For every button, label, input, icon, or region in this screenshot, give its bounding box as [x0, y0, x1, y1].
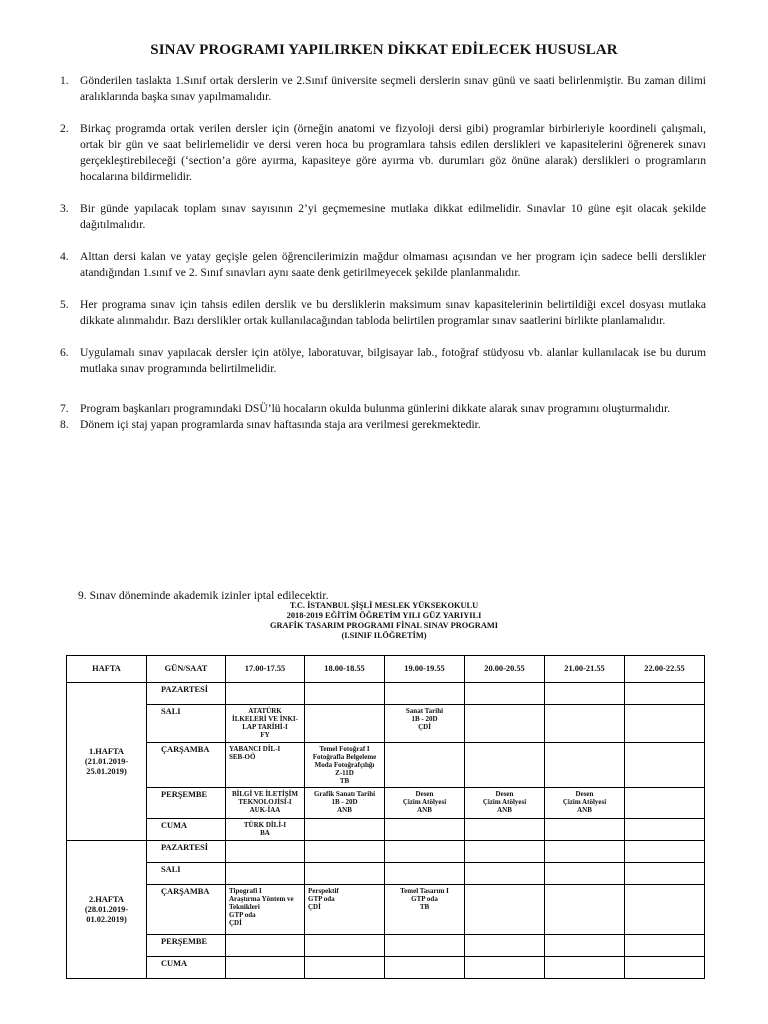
- exam-cell-text: 1B - 20D: [411, 715, 438, 723]
- table-row: [67, 885, 705, 935]
- exam-cell-text: ATATÜRK: [248, 707, 282, 715]
- exam-cell: [545, 705, 625, 743]
- week-label: 2.HAFTA: [89, 894, 124, 904]
- week-label: 01.02.2019): [86, 914, 127, 924]
- exam-cell: [305, 683, 385, 705]
- exam-cell-text: TB: [419, 903, 430, 911]
- week-label: 1.HAFTA: [89, 746, 124, 756]
- exam-cell-text: YABANCI DİL-I: [229, 745, 281, 753]
- exam-cell: [226, 743, 305, 788]
- rule-item: [60, 401, 706, 417]
- column-header: HAFTA: [67, 656, 147, 683]
- exam-cell: [305, 788, 385, 819]
- table-header-row: [67, 656, 705, 683]
- exam-cell: [385, 743, 465, 788]
- exam-cell-text: ÇDİ: [418, 723, 431, 731]
- exam-cell: [545, 885, 625, 935]
- exam-cell: [226, 841, 305, 863]
- exam-cell: [465, 885, 545, 935]
- exam-cell-text: İLKELERİ VE İNKI-: [231, 715, 298, 723]
- exam-cell: [385, 957, 465, 979]
- week-cell: [67, 841, 147, 979]
- rule-number: 1.: [60, 74, 69, 87]
- page-title: SINAV PROGRAMI YAPILIRKEN DİKKAT EDİLECEK HUSUSLAR: [150, 42, 618, 58]
- exam-cell-text: Araştırma Yöntem ve: [229, 895, 294, 903]
- table-row: [67, 819, 705, 841]
- exam-cell: [226, 863, 305, 885]
- exam-cell: [625, 743, 705, 788]
- program-title: GRAFİK TASARIM PROGRAMI FİNAL SINAV PROGRAMI: [269, 621, 499, 630]
- rule-item: [60, 345, 706, 377]
- exam-cell-text: Desen: [575, 790, 594, 798]
- exam-cell-text: Temel Tasarım I: [400, 887, 449, 895]
- rule-item: [60, 73, 706, 105]
- exam-cell: [625, 841, 705, 863]
- week-label: (28.01.2019-: [84, 904, 129, 914]
- exam-cell-text: Desen: [495, 790, 514, 798]
- exam-cell: [625, 885, 705, 935]
- exam-cell-text: ÇDİ: [308, 903, 321, 911]
- rule-text: Uygulamalı sınav yapılacak dersler için atölye, laboratuvar, bilgisayar lab., fotoğraf stüdyosu vb. alanlar kullanılacak ise bu durum mutlaka sınav programında belirtilmelidir.: [80, 346, 706, 375]
- exam-cell: [625, 788, 705, 819]
- exam-cell: [385, 863, 465, 885]
- day-cell: PAZARTESİ: [147, 841, 226, 863]
- exam-cell-text: Çizim Atölyesi: [482, 798, 527, 806]
- rule-item: [60, 297, 706, 329]
- exam-cell-text: AUK-İAA: [249, 806, 281, 814]
- column-header: 18.00-18.55: [305, 656, 385, 683]
- exam-cell: [625, 935, 705, 957]
- exam-cell-text: FY: [260, 731, 270, 739]
- exam-cell: [465, 743, 545, 788]
- exam-cell: [465, 935, 545, 957]
- exam-cell-text: Temel Fotoğraf I: [319, 745, 370, 753]
- exam-cell: [305, 743, 385, 788]
- rule-text: Her programa sınav için tahsis edilen derslik ve bu dersliklerin maksimum sınav kapasitelerinin belirtildiği excel dosyası mutlaka dikkate alınmalıdır. Bazı derslikler ortak kullanılacağından tabloda belirtilen programlar sınav saatlerini birlikte planlamalıdır.: [80, 298, 706, 327]
- exam-cell-text: 1B - 20D: [331, 798, 358, 806]
- exam-cell-text: Moda Fotoğrafçılığı: [314, 761, 375, 769]
- exam-cell: [385, 841, 465, 863]
- schedule-header: [0, 601, 768, 641]
- exam-cell: [305, 841, 385, 863]
- rule-text: Alttan dersi kalan ve yatay geçişle gelen öğrencilerimizin mağdur olmaması açısından ve her program için sadece belli derslikler atandığından 1.sınıf ve 2. Sınıf sınavları aynı saate denk getirilmeyecek şekilde planlanmalıdır.: [80, 250, 706, 279]
- exam-cell-text: Grafik Sanatı Tarihi: [313, 790, 376, 798]
- day-cell: PERŞEMBE: [147, 935, 226, 957]
- exam-cell: [545, 863, 625, 885]
- day-cell: SALI: [147, 863, 226, 885]
- rule-text: Gönderilen taslakta 1.Sınıf ortak derslerin ve 2.Sınıf üniversite seçmeli derslerin sınav günü ve saati belirlenmiştir. Bu zaman dilimi aralıklarında başka sınav yapılmamalıdır.: [80, 74, 706, 103]
- exam-cell: [465, 863, 545, 885]
- exam-cell: [226, 935, 305, 957]
- exam-cell: [465, 819, 545, 841]
- exam-cell-text: ANB: [577, 806, 592, 814]
- day-cell: PERŞEMBE: [147, 788, 226, 819]
- table-row: [67, 863, 705, 885]
- exam-cell: [625, 863, 705, 885]
- rule-item-9: 9. Sınav döneminde akademik izinler iptal edilecektir.: [78, 589, 329, 602]
- table-row: [67, 788, 705, 819]
- exam-cell: [305, 957, 385, 979]
- exam-cell-text: Tipografi I: [229, 887, 262, 895]
- exam-cell: [226, 819, 305, 841]
- exam-cell: [465, 705, 545, 743]
- exam-cell-text: Desen: [415, 790, 434, 798]
- column-header: 22.00-22.55: [625, 656, 705, 683]
- exam-cell: [385, 705, 465, 743]
- rule-item: [60, 417, 706, 433]
- exam-cell: [305, 819, 385, 841]
- exam-cell: [625, 683, 705, 705]
- day-cell: SALI: [147, 705, 226, 743]
- exam-cell: [625, 819, 705, 841]
- week-cell: [67, 683, 147, 841]
- exam-cell-text: ÇDİ: [229, 919, 242, 927]
- exam-cell-text: Sanat Tarihi: [405, 707, 444, 715]
- exam-cell: [545, 819, 625, 841]
- exam-cell: [465, 841, 545, 863]
- exam-cell-text: ANB: [417, 806, 432, 814]
- column-header: 21.00-21.55: [545, 656, 625, 683]
- rule-item: [60, 121, 706, 185]
- exam-cell: [625, 957, 705, 979]
- rule-number: 7.: [60, 402, 69, 415]
- exam-cell-text: Çizim Atölyesi: [402, 798, 447, 806]
- exam-cell: [226, 788, 305, 819]
- table-body: [67, 683, 705, 979]
- exam-cell: [545, 935, 625, 957]
- exam-cell: [305, 935, 385, 957]
- exam-cell: [385, 885, 465, 935]
- exam-cell: [385, 788, 465, 819]
- exam-cell-text: BİLGİ VE İLETİŞİM: [231, 790, 298, 798]
- exam-cell: [465, 683, 545, 705]
- exam-cell-text: BA: [260, 829, 270, 837]
- table-row: [67, 841, 705, 863]
- table-row: [67, 957, 705, 979]
- exam-cell-text: Çizim Atölyesi: [562, 798, 607, 806]
- exam-cell: [226, 683, 305, 705]
- week-label: 25.01.2019): [86, 766, 127, 776]
- table-row: [67, 683, 705, 705]
- exam-cell: [465, 957, 545, 979]
- rule-item: [60, 249, 706, 281]
- day-cell: ÇARŞAMBA: [147, 743, 226, 788]
- day-cell: CUMA: [147, 957, 226, 979]
- exam-cell: [465, 788, 545, 819]
- school-name: T.C. İSTANBUL ŞİŞLİ MESLEK YÜKSEKOKULU: [289, 601, 479, 610]
- exam-cell-text: ANB: [497, 806, 512, 814]
- day-cell: CUMA: [147, 819, 226, 841]
- exam-cell-text: Teknikleri: [229, 903, 260, 911]
- exam-cell-text: TÜRK DİLİ-I: [243, 821, 287, 829]
- table-row: [67, 705, 705, 743]
- rule-number: 8.: [60, 418, 69, 431]
- exam-cell: [226, 957, 305, 979]
- exam-cell: [545, 957, 625, 979]
- day-cell: ÇARŞAMBA: [147, 885, 226, 935]
- academic-year: 2018-2019 EĞİTİM ÖĞRETİM YILI GÜZ YARIYILI: [286, 611, 482, 620]
- rule-number: 2.: [60, 122, 69, 135]
- rule-number: 3.: [60, 202, 69, 215]
- exam-cell-text: GTP oda: [411, 895, 438, 903]
- column-header: 17.00-17.55: [226, 656, 305, 683]
- column-header: GÜN/SAAT: [147, 656, 226, 683]
- exam-cell-text: TB: [339, 777, 350, 785]
- exam-cell: [305, 885, 385, 935]
- exam-cell-text: GTP oda: [308, 895, 335, 903]
- week-label: (21.01.2019-: [84, 756, 129, 766]
- rule-number: 6.: [60, 346, 69, 359]
- rules-list: [60, 73, 706, 433]
- exam-cell: [385, 819, 465, 841]
- exam-cell: [385, 683, 465, 705]
- exam-cell: [226, 705, 305, 743]
- day-cell: PAZARTESİ: [147, 683, 226, 705]
- exam-cell-text: LAP TARİHİ-I: [242, 723, 288, 731]
- rule-number: 5.: [60, 298, 69, 311]
- exam-cell-text: Fotoğrafla Belgeleme: [312, 753, 377, 761]
- exam-cell: [545, 788, 625, 819]
- exam-cell: [545, 841, 625, 863]
- rule-text: Program başkanları programındaki DSÜ’lü hocaların okulda bulunma günlerini dikkate alarak sınav programını oluşturmalıdır.: [80, 402, 671, 415]
- rule-item: [60, 201, 706, 233]
- exam-cell: [305, 705, 385, 743]
- rule-text: Birkaç programda ortak verilen dersler için (örneğin anatomi ve fizyoloji dersi gibi) programlar birbirleriyle koordineli çalışmalı, ortak bir gün ve saat belirlemelidir ve dersi veren hoca bu programlara tahsis edilen derslikleri ve kapasitelerini öğrenerek sınavı gerçekleştirebileceği (‘section’a göre ayırma, kapasiteye göre ayırma vb. durumları göz önüne alarak) derslikleri o programların hocalarına bildirmelidir.: [80, 122, 706, 183]
- rule-number: 4.: [60, 250, 69, 263]
- column-header: 20.00-20.55: [465, 656, 545, 683]
- exam-cell: [625, 705, 705, 743]
- exam-cell: [305, 863, 385, 885]
- exam-cell: [226, 885, 305, 935]
- rule-text: Dönem içi staj yapan programlarda sınav haftasında staja ara verilmesi gerekmektedir.: [80, 418, 481, 431]
- exam-cell: [385, 935, 465, 957]
- exam-cell-text: ANB: [337, 806, 352, 814]
- table-row: [67, 935, 705, 957]
- exam-schedule-table: [66, 655, 705, 979]
- exam-cell-text: GTP oda: [229, 911, 256, 919]
- exam-cell: [545, 683, 625, 705]
- rule-text: Bir günde yapılacak toplam sınav sayısının 2’yi geçmemesine mutlaka dikkat edilmelidir. Sınavlar 10 güne eşit olacak şekilde dağıtılmalıdır.: [80, 202, 706, 231]
- exam-cell-text: SEB-OÖ: [229, 753, 256, 761]
- exam-cell: [545, 743, 625, 788]
- class-info: (I.SINIF II.ÖĞRETİM): [341, 631, 427, 640]
- exam-cell-text: Perspektif: [308, 887, 339, 895]
- table-row: [67, 743, 705, 788]
- exam-cell-text: Z-11D: [335, 769, 354, 777]
- exam-cell-text: TEKNOLOJİSİ-I: [238, 798, 292, 806]
- column-header: 19.00-19.55: [385, 656, 465, 683]
